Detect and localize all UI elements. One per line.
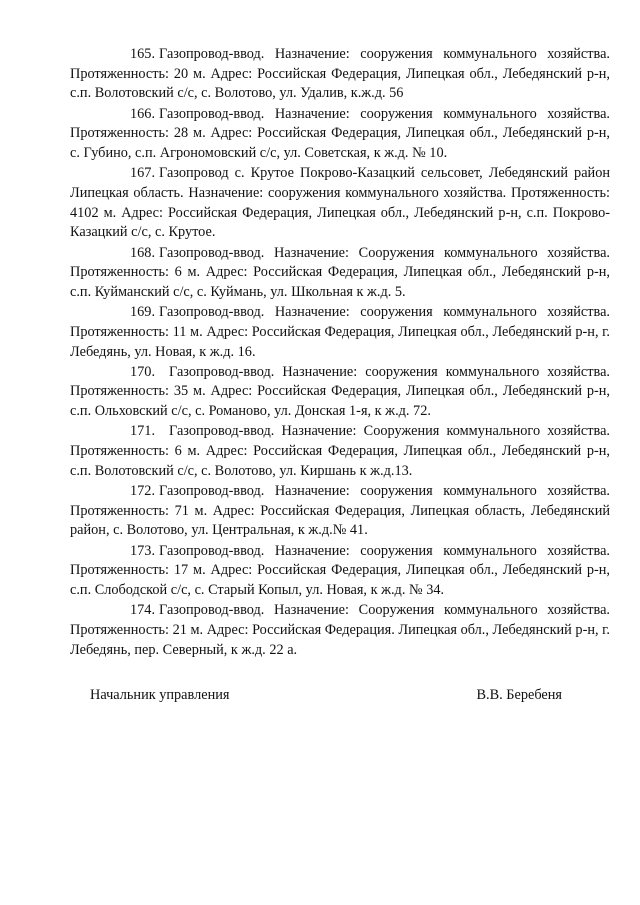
item-text: Газопровод-ввод. Назначение: сооружения коммунального хозяйства. Протяженность: 11 м. Адрес: Российская Федерация, Липецкая обл., Лебедянский р-н, г. Лебедянь, ул. Новая, к ж.д. 16. [70,304,610,360]
list-item [70,303,610,362]
list-item [70,601,610,660]
item-number: 166. [130,105,156,122]
item-number: 170. [130,363,156,380]
list-item [70,105,610,164]
item-text: Газопровод с. Крутое Покрово-Казацкий сельсовет, Лебедянский район Липецкая область. Назначение: сооружения коммунального хозяйства. Протяженность: 4102 м. Адрес: Российская Федерация, Липецкая обл., Лебедянский р-н, с.п. Покрово-Казацкий с/с, с. Крутое. [70,165,610,241]
item-number: 172. [130,482,156,499]
item-number: 171. [130,423,156,440]
signatory-position: Начальник управления [90,687,230,703]
list-item [70,542,610,601]
item-text: Газопровод-ввод. Назначение: сооружения коммунального хозяйства. Протяженность: 20 м. Адрес: Российская Федерация, Липецкая обл., Лебедянский р-н, с.п. Волотовский с/с, с. Волотово, ул. Удалив, к.ж.д. 56 [70,46,610,102]
list-item [70,164,610,243]
signatory-name: В.В. Беребеня [476,687,562,703]
item-number: 173. [130,542,156,559]
item-number: 165. [130,46,156,62]
list-item [70,45,610,104]
item-text: Газопровод-ввод. Назначение: сооружения коммунального хозяйства. Протяженность: 35 м. Адрес: Российская Федерация, Липецкая обл., Лебедянский р-н, с.п. Ольховский с/с, с. Романово, ул. Донская 1-я, к ж.д. 72. [70,363,610,420]
item-list [70,45,610,661]
list-item [70,422,610,481]
item-number: 174. [130,602,156,619]
signature-block [90,686,562,705]
item-number: 168. [130,244,156,261]
item-text: Газопровод-ввод. Назначение: сооружения коммунального хозяйства. Протяженность: 17 м. Адрес: Российская Федерация, Липецкая обл., Лебедянский р-н, с.п. Слободской с/с, с. Старый Копыл, ул. Новая, к ж.д. № 34. [70,542,610,598]
item-text: Газопровод-ввод. Назначение: Сооружения коммунального хозяйства. Протяженность: 6 м. Адрес: Российская Федерация, Липецкая обл., Лебедянский р-н, с.п. Волотовский с/с, с. Волотово, ул. Киршань к ж.д.13. [70,423,610,479]
item-text: Газопровод-ввод. Назначение: Сооружения коммунального хозяйства. Протяженность: 21 м. Адрес: Российская Федерация. Липецкая обл., Лебедянский р-н, г. Лебедянь, пер. Северный, к ж.д. 22 а. [70,602,610,658]
item-number: 167. [130,165,156,182]
item-text: Газопровод-ввод. Назначение: Сооружения коммунального хозяйства. Протяженность: 6 м. Адрес: Российская Федерация, Липецкая обл., Лебедянский р-н, с.п. Куйманский с/с, с. Куймань, ул. Школьная к ж.д. 5. [70,244,610,300]
list-item [70,363,610,422]
item-text: Газопровод-ввод. Назначение: сооружения коммунального хозяйства. Протяженность: 28 м. Адрес: Российская Федерация, Липецкая обл., Лебедянский р-н, с. Губино, с.п. Агрономовский с/с, ул. Советская, к ж.д. № 10. [70,105,610,162]
item-text: Газопровод-ввод. Назначение: сооружения коммунального хозяйства. Протяженность: 71 м. Адрес: Российская Федерация, Липецкая область, Лебедянский район, с. Волотово, ул. Центральная, к ж.д.№ 41. [70,482,610,539]
list-item [70,244,610,303]
list-item [70,482,610,541]
item-number: 169. [130,304,156,321]
